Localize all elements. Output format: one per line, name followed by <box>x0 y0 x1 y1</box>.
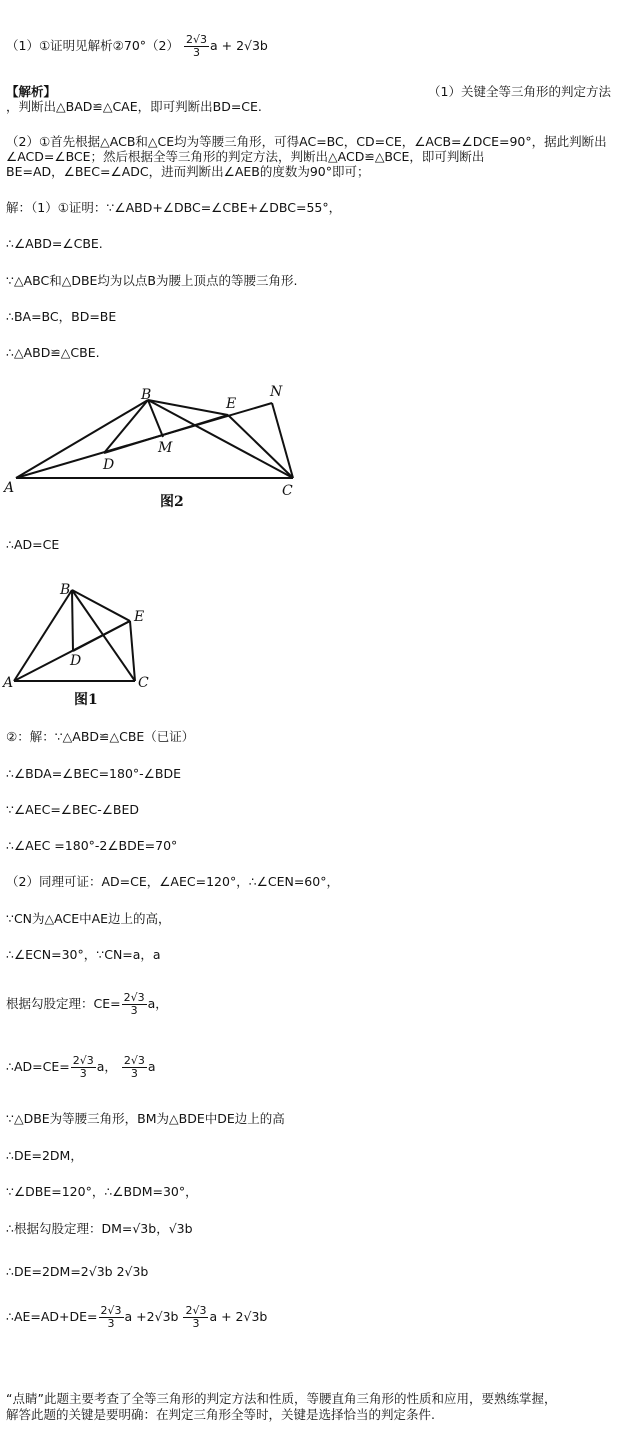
proof-line-ce: 根据勾股定理：CE= $\frac{2√3}{3}$ a， <box>6 991 168 1017</box>
label-b: B <box>141 387 152 403</box>
proof-line: ∴根据勾股定理：DM=√3b，√3b <box>6 1221 193 1236</box>
label-d: D <box>70 653 82 669</box>
analysis-line: BE=AD，∠BEC=∠ADC，进而判断出∠AEB的度数为90°即可； <box>6 164 370 179</box>
proof-line: ∴∠BDA=∠BEC=180°-∠BDE <box>6 766 181 781</box>
label-a: A <box>3 675 14 691</box>
proof-line-ae: ∴AE=AD+DE= $\frac{2√3}{3}$ a +2√3b $\frac{2√3}{3}$ a + 2√3b <box>6 1304 268 1330</box>
fraction: $\frac{2√3}{3}$ <box>123 1054 145 1080</box>
fraction: $\frac{2√3}{3}$ <box>185 1304 207 1330</box>
fraction: $\frac{2√3}{3}$ <box>100 1304 122 1330</box>
label-e: E <box>134 609 145 625</box>
proof-line: ∵∠AEC=∠BEC-∠BED <box>6 802 140 817</box>
label-e: E <box>226 396 237 412</box>
analysis-right-text: （1）关键全等三角形的判定方法 <box>428 84 611 99</box>
comment-line: “点睛”此题主要考查了全等三角形的判定方法和性质，等腰直角三角形的性质和应用，要熟练掌握， <box>6 1391 557 1406</box>
proof-line: ②：解：∵△ABD≌△CBE（已证） <box>6 729 195 744</box>
proof-line: ∵△ABC和△DBE均为以点B为腰上顶点的等腰三角形. <box>6 273 298 288</box>
label-a: A <box>4 480 15 496</box>
label-m: M <box>158 440 173 456</box>
label-c: C <box>138 675 149 691</box>
figure-2-caption: 图2 <box>160 494 184 510</box>
analysis-label: 【解析】 <box>6 84 57 99</box>
proof-line: ∵∠DBE=120°，∴∠BDM=30°， <box>6 1184 198 1199</box>
fraction: $\frac{2√3}{3}$ <box>123 991 145 1017</box>
proof-line-ad: ∴AD=CE= $\frac{2√3}{3}$ a， $\frac{2√3}{3}$ a <box>6 1054 156 1080</box>
fraction: $\frac{2√3}{3}$ <box>185 33 207 59</box>
analysis-line: ∠ACD=∠BCE；然后根据全等三角形的判定方法，判断出△ACD≌△BCE，即可判断出 <box>6 149 485 164</box>
label-c: C <box>282 483 293 499</box>
proof-line: ∵CN为△ACE中AE边上的高， <box>6 911 171 926</box>
proof-line: ∴△ABD≌△CBE. <box>6 345 100 360</box>
answer-line <box>6 34 268 59</box>
proof-line: ∴BA=BC，BD=BE <box>6 309 117 324</box>
comment-line: 解答此题的关键是要明确：在判定三角形全等时，关键是选择恰当的判定条件. <box>6 1407 435 1422</box>
proof-line: ∵△DBE为等腰三角形，BM为△BDE中DE边上的高 <box>6 1111 285 1126</box>
answer-text: （1）①证明见解析②70°（2） <box>6 38 179 53</box>
proof-line: ∴AD=CE <box>6 537 60 552</box>
label-d: D <box>103 457 115 473</box>
analysis-line: （2）①首先根据△ACB和△CE均为等腰三角形，可得AC=BC，CD=CE，∠ACB=∠DCE=90°，据此判断出 <box>6 134 607 149</box>
proof-line: ∴∠ABD=∠CBE. <box>6 236 103 251</box>
label-n: N <box>270 384 283 400</box>
analysis-line: ，判断出△BAD≌△CAE，即可判断出BD=CE. <box>6 99 262 114</box>
proof-line: 解：（1）①证明：∵∠ABD+∠DBC=∠CBE+∠DBC=55°， <box>6 200 342 215</box>
proof-line: （2）同理可证：AD=CE，∠AEC=120°，∴∠CEN=60°， <box>6 874 339 889</box>
proof-line: ∴∠AEC =180°-2∠BDE=70° <box>6 838 178 853</box>
proof-line: ∴∠ECN=30°，∵CN=a，a <box>6 947 161 962</box>
answer-tail: a + 2√3b <box>209 38 268 53</box>
figure-1-caption: 图1 <box>74 692 98 708</box>
figure-2 <box>0 375 320 515</box>
proof-line: ∴DE=2DM=2√3b 2√3b <box>6 1264 149 1279</box>
fraction: $\frac{2√3}{3}$ <box>72 1054 94 1080</box>
proof-line: ∴DE=2DM， <box>6 1148 83 1163</box>
label-b: B <box>60 582 71 598</box>
figure-1 <box>0 577 170 712</box>
